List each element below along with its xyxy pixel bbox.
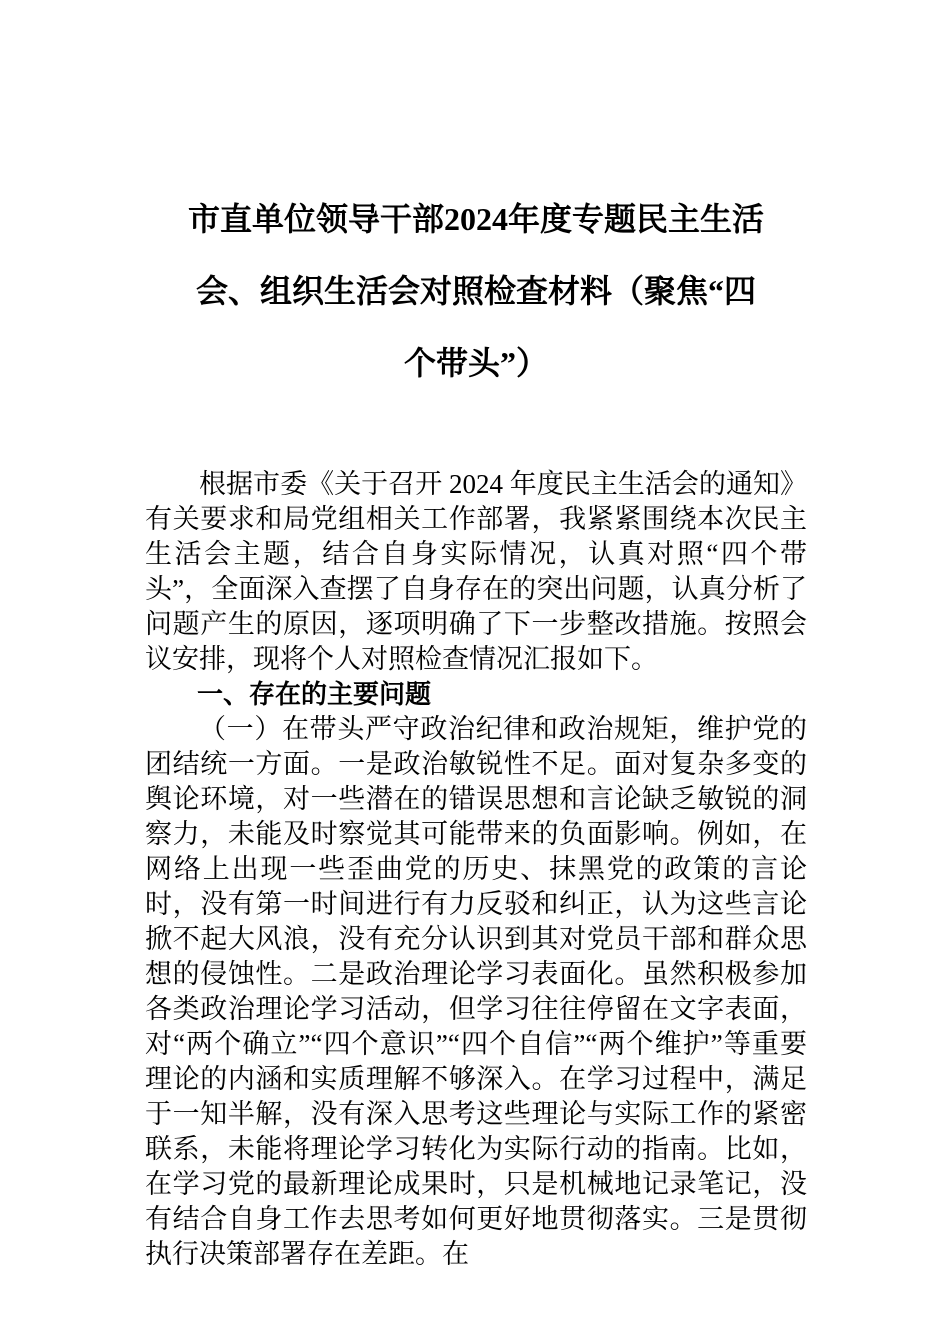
document-body bbox=[145, 467, 807, 1272]
title-line-1: 市直单位领导干部2024年度专题民主生活 bbox=[187, 201, 764, 237]
section-1-heading: 一、存在的主要问题 bbox=[197, 679, 432, 709]
title-line-2: 会、组织生活会对照检查材料（聚焦“四 bbox=[195, 273, 756, 309]
intro-paragraph: 根据市委《关于召开 2024 年度民主生活会的通知》有关要求和局党组相关工作部署，我紧紧围绕本次民主生活会主题，结合自身实际情况，认真对照“四个带头”，全面深入查摆了自身存在的突出问题，认真分析了问题产生的原因，逐项明确了下一步整改措施。按照会议安排，现将个人对照检查情况汇报如下。 bbox=[145, 469, 807, 674]
section-1-paragraph: （一）在带头严守政治纪律和政治规矩，维护党的团结统一方面。一是政治敏锐性不足。面对复杂多变的舆论环境，对一些潜在的错误思想和言论缺乏敏锐的洞察力，未能及时察觉其可能带来的负面影响。例如，在网络上出现一些歪曲党的历史、抹黑党的政策的言论时，没有第一时间进行有力反驳和纠正，认为这些言论掀不起大风浪，没有充分认识到其对党员干部和群众思想的侵蚀性。二是政治理论学习表面化。虽然积极参加各类政治理论学习活动，但学习往往停留在文字表面，对“两个确立”“四个意识”“四个自信”“两个维护”等重要理论的内涵和实质理解不够深入。在学习过程中，满足于一知半解，没有深入思考这些理论与实际工作的紧密联系，未能将理论学习转化为实际行动的指南。比如，在学习党的最新理论成果时，只是机械地记录笔记，没有结合自身工作去思考如何更好地贯彻落实。三是贯彻执行决策部署存在差距。在 bbox=[145, 714, 807, 1269]
document-title bbox=[145, 183, 807, 399]
title-line-3: 个带头”） bbox=[403, 345, 548, 381]
